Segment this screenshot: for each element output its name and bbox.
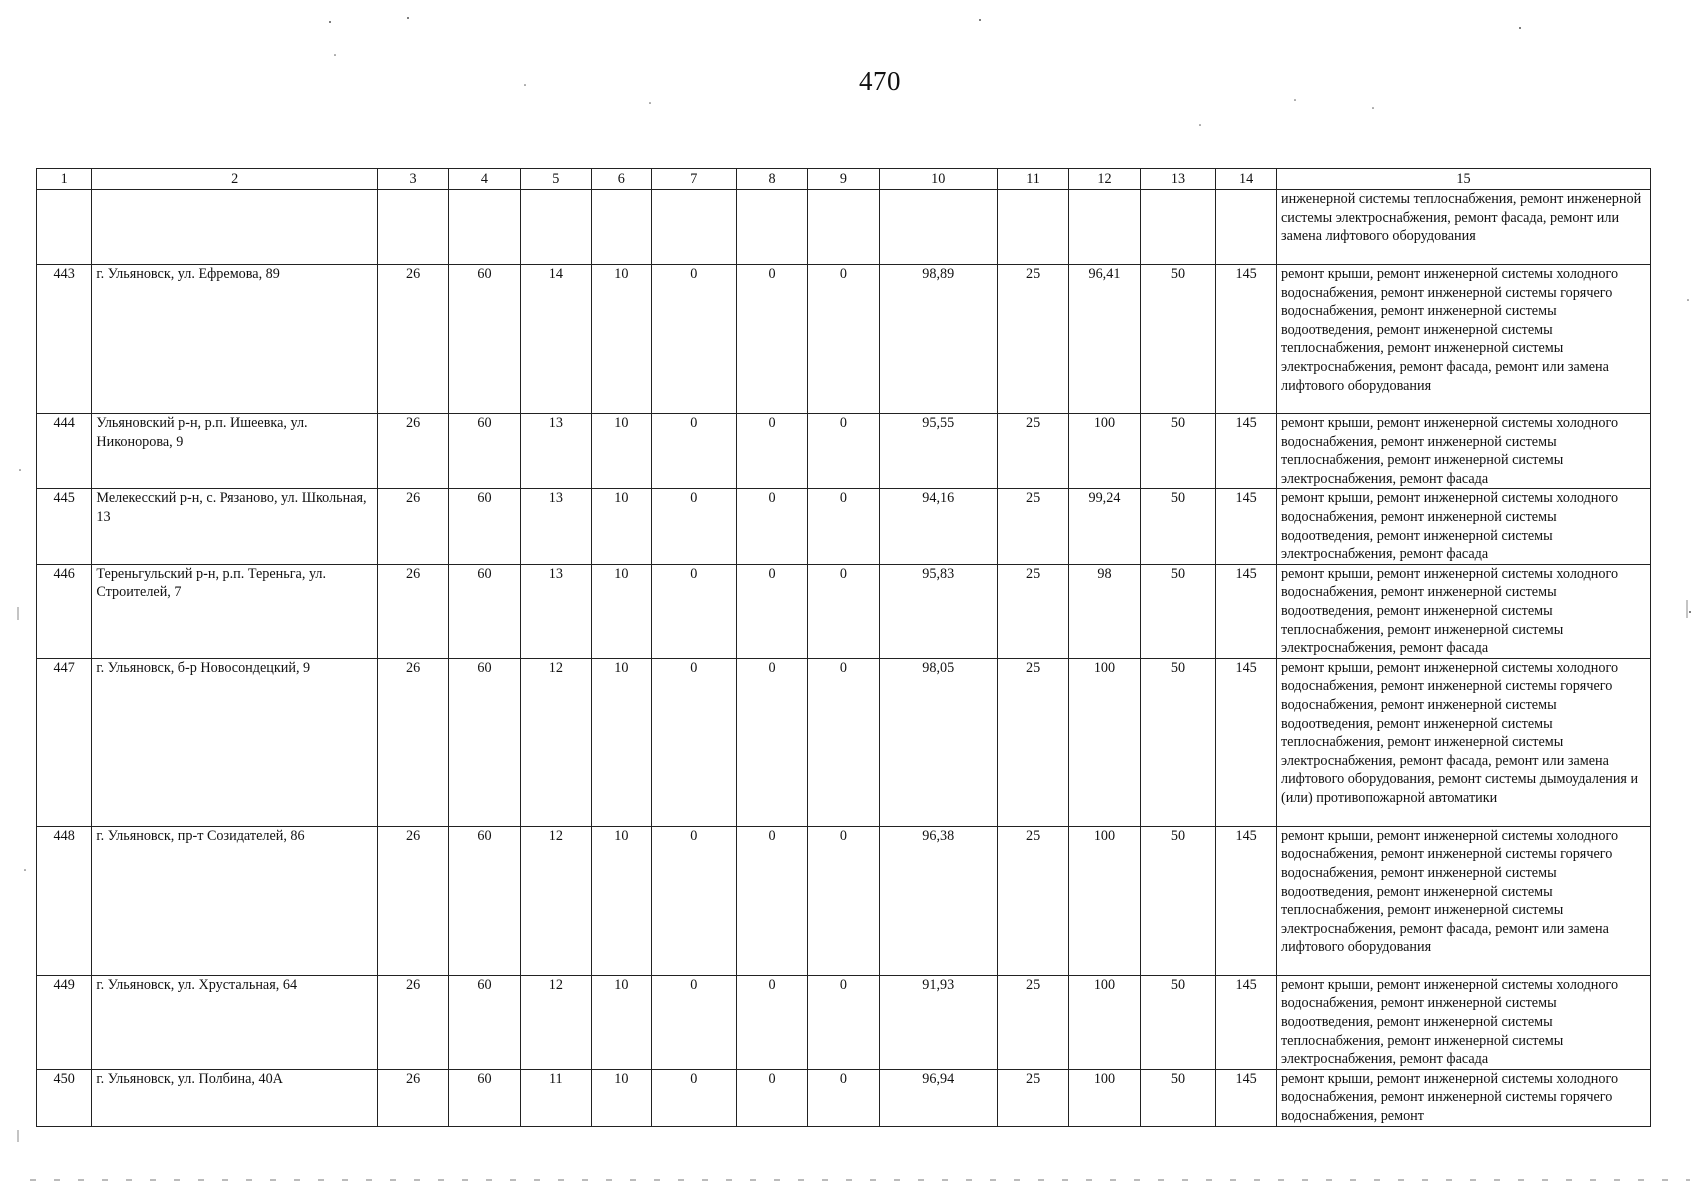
col-7-value-cell: 0 bbox=[651, 826, 736, 975]
col-3-value-cell: 26 bbox=[377, 414, 448, 489]
col-5-value-cell: 12 bbox=[520, 658, 591, 826]
col-3-value-cell: 26 bbox=[377, 489, 448, 564]
address-cell: Тереньгульский р-н, р.п. Тереньга, ул. Строителей, 7 bbox=[92, 564, 378, 658]
col-10-value-cell: 94,16 bbox=[879, 489, 997, 564]
repair-works-cell: ремонт крыши, ремонт инженерной системы холодного водоснабжения, ремонт инженерной системы горячего водоснабжения, ремонт инженерной системы водоотведения, ремонт инженерной системы теплоснабжения, ремонт инженерной системы электроснабжения, ремонт фасада, ремонт или замена лифтового оборудования bbox=[1276, 265, 1650, 414]
col-11-value-cell: 25 bbox=[997, 489, 1068, 564]
table-row bbox=[37, 975, 1651, 1069]
col-13-value-cell: 50 bbox=[1140, 564, 1216, 658]
col-12-value-cell: 99,24 bbox=[1069, 489, 1140, 564]
column-header: 8 bbox=[736, 169, 807, 190]
row-number-cell: 444 bbox=[37, 414, 92, 489]
col-13-value-cell: 50 bbox=[1140, 658, 1216, 826]
col-9-value-cell: 0 bbox=[808, 826, 879, 975]
col-10-value-cell: 96,94 bbox=[879, 1069, 997, 1126]
col-7-value-cell: 0 bbox=[651, 1069, 736, 1126]
col-13-value-cell: 50 bbox=[1140, 414, 1216, 489]
repair-works-cell: ремонт крыши, ремонт инженерной системы холодного водоснабжения, ремонт инженерной системы водоотведения, ремонт инженерной системы теплоснабжения, ремонт инженерной системы электроснабжения, ремонт фасада bbox=[1276, 975, 1650, 1069]
repair-works-cell: инженерной системы теплоснабжения, ремонт инженерной системы электроснабжения, ремонт фасада, ремонт или замена лифтового оборудования bbox=[1276, 190, 1650, 265]
repair-works-cell: ремонт крыши, ремонт инженерной системы холодного водоснабжения, ремонт инженерной системы горячего водоснабжения, ремонт инженерной системы водоотведения, ремонт инженерной системы теплоснабжения, ремонт инженерной системы электроснабжения, ремонт фасада, ремонт или замена лифтового оборудования, ремонт системы дымоудаления и (или) противопожарной автоматики bbox=[1276, 658, 1650, 826]
col-8-value-cell: 0 bbox=[736, 414, 807, 489]
column-header: 7 bbox=[651, 169, 736, 190]
col-12-value-cell: 98 bbox=[1069, 564, 1140, 658]
col-6-value-cell: 10 bbox=[592, 414, 652, 489]
col-12-value-cell: 100 bbox=[1069, 975, 1140, 1069]
col-3-value-cell: 26 bbox=[377, 265, 448, 414]
col-14-value-cell: 145 bbox=[1216, 826, 1277, 975]
col-11-value-cell: 25 bbox=[997, 564, 1068, 658]
column-header: 2 bbox=[92, 169, 378, 190]
row-number-cell: 443 bbox=[37, 265, 92, 414]
address-cell: г. Ульяновск, ул. Ефремова, 89 bbox=[92, 265, 378, 414]
col-5-value-cell bbox=[520, 190, 591, 265]
col-8-value-cell: 0 bbox=[736, 265, 807, 414]
col-4-value-cell: 60 bbox=[449, 1069, 520, 1126]
address-cell: г. Ульяновск, ул. Хрустальная, 64 bbox=[92, 975, 378, 1069]
col-9-value-cell: 0 bbox=[808, 975, 879, 1069]
repair-works-cell: ремонт крыши, ремонт инженерной системы холодного водоснабжения, ремонт инженерной системы водоотведения, ремонт инженерной системы теплоснабжения, ремонт инженерной системы электроснабжения, ремонт фасада bbox=[1276, 564, 1650, 658]
col-4-value-cell: 60 bbox=[449, 489, 520, 564]
col-6-value-cell bbox=[592, 190, 652, 265]
col-14-value-cell: 145 bbox=[1216, 975, 1277, 1069]
col-9-value-cell: 0 bbox=[808, 414, 879, 489]
col-7-value-cell: 0 bbox=[651, 489, 736, 564]
address-cell: г. Ульяновск, ул. Полбина, 40А bbox=[92, 1069, 378, 1126]
col-4-value-cell: 60 bbox=[449, 975, 520, 1069]
col-9-value-cell: 0 bbox=[808, 1069, 879, 1126]
col-10-value-cell: 91,93 bbox=[879, 975, 997, 1069]
row-number-cell: 448 bbox=[37, 826, 92, 975]
col-7-value-cell: 0 bbox=[651, 265, 736, 414]
col-13-value-cell: 50 bbox=[1140, 489, 1216, 564]
col-7-value-cell: 0 bbox=[651, 414, 736, 489]
col-8-value-cell: 0 bbox=[736, 826, 807, 975]
col-7-value-cell bbox=[651, 190, 736, 265]
col-4-value-cell: 60 bbox=[449, 564, 520, 658]
col-10-value-cell: 95,55 bbox=[879, 414, 997, 489]
address-cell: г. Ульяновск, пр-т Созидателей, 86 bbox=[92, 826, 378, 975]
col-6-value-cell: 10 bbox=[592, 265, 652, 414]
row-number-cell: 450 bbox=[37, 1069, 92, 1126]
col-14-value-cell: 145 bbox=[1216, 489, 1277, 564]
address-cell: Ульяновский р-н, р.п. Ишеевка, ул. Никонорова, 9 bbox=[92, 414, 378, 489]
col-6-value-cell: 10 bbox=[592, 975, 652, 1069]
col-14-value-cell bbox=[1216, 190, 1277, 265]
col-4-value-cell bbox=[449, 190, 520, 265]
table-row bbox=[37, 414, 1651, 489]
col-10-value-cell bbox=[879, 190, 997, 265]
table-row bbox=[37, 265, 1651, 414]
address-cell: г. Ульяновск, б-р Новосондецкий, 9 bbox=[92, 658, 378, 826]
column-header: 10 bbox=[879, 169, 997, 190]
column-header: 11 bbox=[997, 169, 1068, 190]
column-header: 9 bbox=[808, 169, 879, 190]
col-11-value-cell: 25 bbox=[997, 414, 1068, 489]
col-14-value-cell: 145 bbox=[1216, 658, 1277, 826]
col-13-value-cell: 50 bbox=[1140, 265, 1216, 414]
address-cell: Мелекесский р-н, с. Рязаново, ул. Школьная, 13 bbox=[92, 489, 378, 564]
col-7-value-cell: 0 bbox=[651, 975, 736, 1069]
col-8-value-cell: 0 bbox=[736, 489, 807, 564]
col-5-value-cell: 12 bbox=[520, 826, 591, 975]
col-6-value-cell: 10 bbox=[592, 826, 652, 975]
col-12-value-cell bbox=[1069, 190, 1140, 265]
table-body bbox=[37, 190, 1651, 1127]
col-11-value-cell: 25 bbox=[997, 265, 1068, 414]
column-header: 4 bbox=[449, 169, 520, 190]
table-row bbox=[37, 826, 1651, 975]
col-6-value-cell: 10 bbox=[592, 1069, 652, 1126]
col-14-value-cell: 145 bbox=[1216, 1069, 1277, 1126]
address-cell bbox=[92, 190, 378, 265]
column-header: 13 bbox=[1140, 169, 1216, 190]
col-6-value-cell: 10 bbox=[592, 658, 652, 826]
col-3-value-cell: 26 bbox=[377, 564, 448, 658]
table-row bbox=[37, 1069, 1651, 1126]
column-numbers-row bbox=[37, 169, 1651, 190]
page-number: 470 bbox=[859, 66, 901, 96]
table-header bbox=[37, 169, 1651, 190]
repair-works-cell: ремонт крыши, ремонт инженерной системы холодного водоснабжения, ремонт инженерной системы горячего водоснабжения, ремонт bbox=[1276, 1069, 1650, 1126]
col-7-value-cell: 0 bbox=[651, 564, 736, 658]
repair-works-cell: ремонт крыши, ремонт инженерной системы холодного водоснабжения, ремонт инженерной системы водоотведения, ремонт инженерной системы электроснабжения, ремонт фасада bbox=[1276, 489, 1650, 564]
row-number-cell: 449 bbox=[37, 975, 92, 1069]
col-5-value-cell: 13 bbox=[520, 564, 591, 658]
row-number-cell: 446 bbox=[37, 564, 92, 658]
col-6-value-cell: 10 bbox=[592, 564, 652, 658]
column-header: 1 bbox=[37, 169, 92, 190]
col-5-value-cell: 13 bbox=[520, 489, 591, 564]
col-11-value-cell: 25 bbox=[997, 826, 1068, 975]
col-10-value-cell: 98,89 bbox=[879, 265, 997, 414]
col-12-value-cell: 100 bbox=[1069, 826, 1140, 975]
column-header: 15 bbox=[1276, 169, 1650, 190]
col-7-value-cell: 0 bbox=[651, 658, 736, 826]
column-header: 5 bbox=[520, 169, 591, 190]
col-3-value-cell: 26 bbox=[377, 1069, 448, 1126]
col-11-value-cell bbox=[997, 190, 1068, 265]
col-4-value-cell: 60 bbox=[449, 658, 520, 826]
col-3-value-cell: 26 bbox=[377, 826, 448, 975]
col-5-value-cell: 11 bbox=[520, 1069, 591, 1126]
repair-program-table bbox=[36, 168, 1651, 1127]
col-13-value-cell bbox=[1140, 190, 1216, 265]
col-14-value-cell: 145 bbox=[1216, 564, 1277, 658]
column-header: 12 bbox=[1069, 169, 1140, 190]
column-header: 6 bbox=[592, 169, 652, 190]
table-row bbox=[37, 564, 1651, 658]
col-3-value-cell bbox=[377, 190, 448, 265]
col-11-value-cell: 25 bbox=[997, 658, 1068, 826]
col-10-value-cell: 95,83 bbox=[879, 564, 997, 658]
col-9-value-cell: 0 bbox=[808, 564, 879, 658]
col-10-value-cell: 96,38 bbox=[879, 826, 997, 975]
col-13-value-cell: 50 bbox=[1140, 1069, 1216, 1126]
col-10-value-cell: 98,05 bbox=[879, 658, 997, 826]
row-number-cell: 445 bbox=[37, 489, 92, 564]
repair-works-cell: ремонт крыши, ремонт инженерной системы холодного водоснабжения, ремонт инженерной системы горячего водоснабжения, ремонт инженерной системы водоотведения, ремонт инженерной системы теплоснабжения, ремонт инженерной системы электроснабжения, ремонт фасада, ремонт или замена лифтового оборудования bbox=[1276, 826, 1650, 975]
col-12-value-cell: 100 bbox=[1069, 414, 1140, 489]
col-11-value-cell: 25 bbox=[997, 1069, 1068, 1126]
col-13-value-cell: 50 bbox=[1140, 826, 1216, 975]
repair-works-cell: ремонт крыши, ремонт инженерной системы холодного водоснабжения, ремонт инженерной системы теплоснабжения, ремонт инженерной системы электроснабжения, ремонт фасада bbox=[1276, 414, 1650, 489]
col-6-value-cell: 10 bbox=[592, 489, 652, 564]
col-4-value-cell: 60 bbox=[449, 826, 520, 975]
col-8-value-cell: 0 bbox=[736, 975, 807, 1069]
column-header: 3 bbox=[377, 169, 448, 190]
col-12-value-cell: 100 bbox=[1069, 1069, 1140, 1126]
col-9-value-cell bbox=[808, 190, 879, 265]
table-row bbox=[37, 190, 1651, 265]
col-12-value-cell: 100 bbox=[1069, 658, 1140, 826]
col-12-value-cell: 96,41 bbox=[1069, 265, 1140, 414]
col-4-value-cell: 60 bbox=[449, 414, 520, 489]
col-8-value-cell: 0 bbox=[736, 1069, 807, 1126]
col-9-value-cell: 0 bbox=[808, 658, 879, 826]
col-3-value-cell: 26 bbox=[377, 658, 448, 826]
row-number-cell: 447 bbox=[37, 658, 92, 826]
column-header: 14 bbox=[1216, 169, 1277, 190]
col-5-value-cell: 13 bbox=[520, 414, 591, 489]
col-5-value-cell: 12 bbox=[520, 975, 591, 1069]
col-14-value-cell: 145 bbox=[1216, 265, 1277, 414]
col-5-value-cell: 14 bbox=[520, 265, 591, 414]
col-11-value-cell: 25 bbox=[997, 975, 1068, 1069]
col-3-value-cell: 26 bbox=[377, 975, 448, 1069]
table-row bbox=[37, 658, 1651, 826]
col-9-value-cell: 0 bbox=[808, 265, 879, 414]
col-13-value-cell: 50 bbox=[1140, 975, 1216, 1069]
col-8-value-cell: 0 bbox=[736, 564, 807, 658]
row-number-cell bbox=[37, 190, 92, 265]
col-14-value-cell: 145 bbox=[1216, 414, 1277, 489]
table-row bbox=[37, 489, 1651, 564]
col-9-value-cell: 0 bbox=[808, 489, 879, 564]
col-8-value-cell: 0 bbox=[736, 658, 807, 826]
col-8-value-cell bbox=[736, 190, 807, 265]
col-4-value-cell: 60 bbox=[449, 265, 520, 414]
